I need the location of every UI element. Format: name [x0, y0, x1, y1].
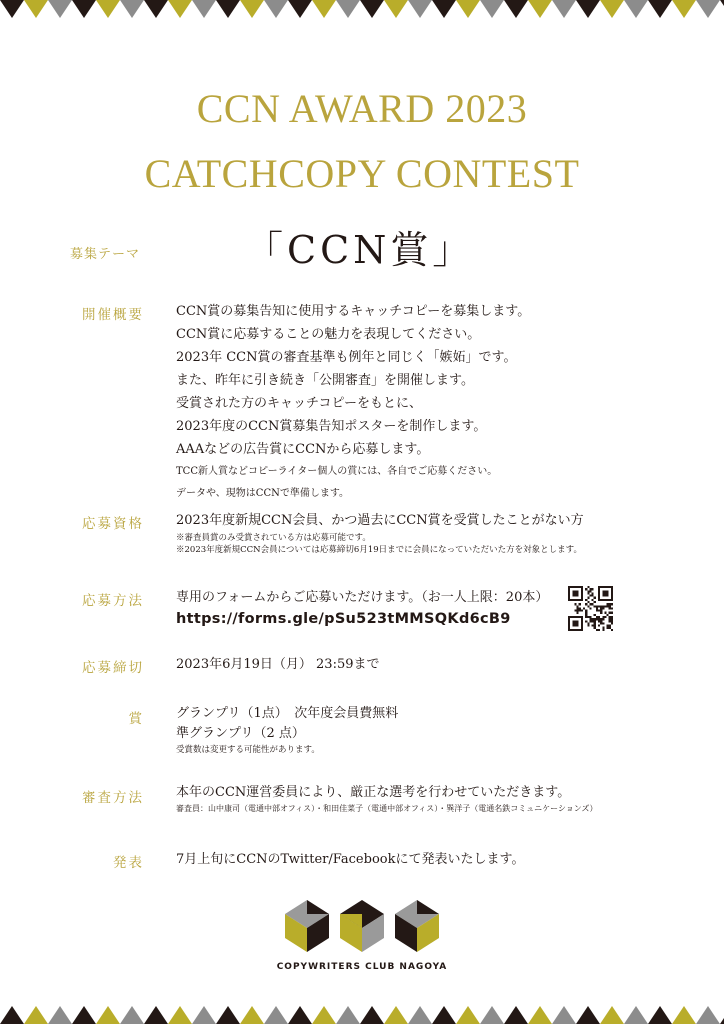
- prize-grand: グランプリ（1点） 次年度会員費無料: [176, 706, 399, 721]
- prize-label: 賞: [128, 711, 144, 727]
- deadline-text: 2023年6月19日（月） 23:59まで: [176, 657, 380, 672]
- overview-line: AAAなどの広告賞にCCNから応募します。: [176, 442, 430, 457]
- announcement-text: 7月上旬にCCNのTwitter/Facebookにて発表いたします。: [176, 852, 525, 867]
- overview-line: また、昨年に引き続き「公開審査」を開催します。: [176, 373, 474, 388]
- theme-value: 「CCN賞」: [245, 228, 475, 272]
- overview-line: 2023年度のCCN賞募集告知ポスターを制作します。: [176, 419, 487, 434]
- ccn-logo-icon: [285, 896, 445, 956]
- overview-text: [176, 300, 696, 505]
- announcement-label: 発表: [113, 855, 144, 871]
- method-label: 応募方法: [82, 593, 144, 609]
- prize-note: 受賞数は変更する可能性があります。: [176, 745, 320, 755]
- judging-text: [176, 783, 696, 815]
- top-triangle-border: [0, 0, 724, 20]
- qr-code-icon[interactable]: [568, 586, 613, 631]
- form-url-link[interactable]: https://forms.gle/pSu523tMMSQKd6cB9: [176, 611, 511, 627]
- theme-label: 募集テーマ: [70, 247, 141, 262]
- title-line-2: CATCHCOPY CONTEST: [144, 151, 580, 196]
- eligibility-note: ※2023年度新規CCN会員については応募締切6月19日までに会員になっていただいた方を対象とします。: [176, 545, 582, 555]
- overview-note-2: データや、現物はCCNで準備します。: [176, 488, 350, 499]
- judging-main: 本年のCCN運営委員により、厳正な選考を行わせていただきます。: [176, 785, 571, 800]
- prize-text: [176, 704, 696, 756]
- deadline-label: 応募締切: [82, 660, 144, 676]
- judging-label: 審査方法: [82, 790, 144, 806]
- eligibility-text: [176, 509, 696, 556]
- eligibility-note: ※審査員賞のみ受賞されている方は応募可能です。: [176, 533, 371, 543]
- judging-judges: 審査員：山中康司（電通中部オフィス）・和田佳菜子（電通中部オフィス）・巽洋子（電通名鉄コミュニケーションズ）: [176, 804, 598, 813]
- bottom-triangle-border: [0, 1004, 724, 1024]
- overview-line: CCN賞に応募することの魅力を表現してください。: [176, 327, 481, 342]
- eligibility-label: 応募資格: [82, 516, 144, 532]
- title-line-1: CCN AWARD 2023: [196, 86, 528, 131]
- prize-semi: 準グランプリ（2 点）: [176, 726, 305, 741]
- overview-line: CCN賞の募集告知に使用するキャッチコピーを募集します。: [176, 304, 531, 319]
- eligibility-main: 2023年度新規CCN会員、かつ過去にCCN賞を受賞したことがない方: [176, 513, 584, 528]
- overview-note-1: TCC新人賞などコピーライター個人の賞には、各自でご応募ください。: [176, 466, 498, 477]
- overview-line: 2023年 CCN賞の審査基準も例年と同じく「嫉妬」です。: [176, 350, 517, 365]
- overview-line: 受賞された方のキャッチコピーをもとに、: [176, 396, 422, 411]
- method-text: 専用のフォームからご応募いただけます。（お一人上限：20本）: [176, 590, 549, 605]
- org-name: COPYWRITERS CLUB NAGOYA: [276, 962, 448, 972]
- overview-label: 開催概要: [82, 307, 144, 323]
